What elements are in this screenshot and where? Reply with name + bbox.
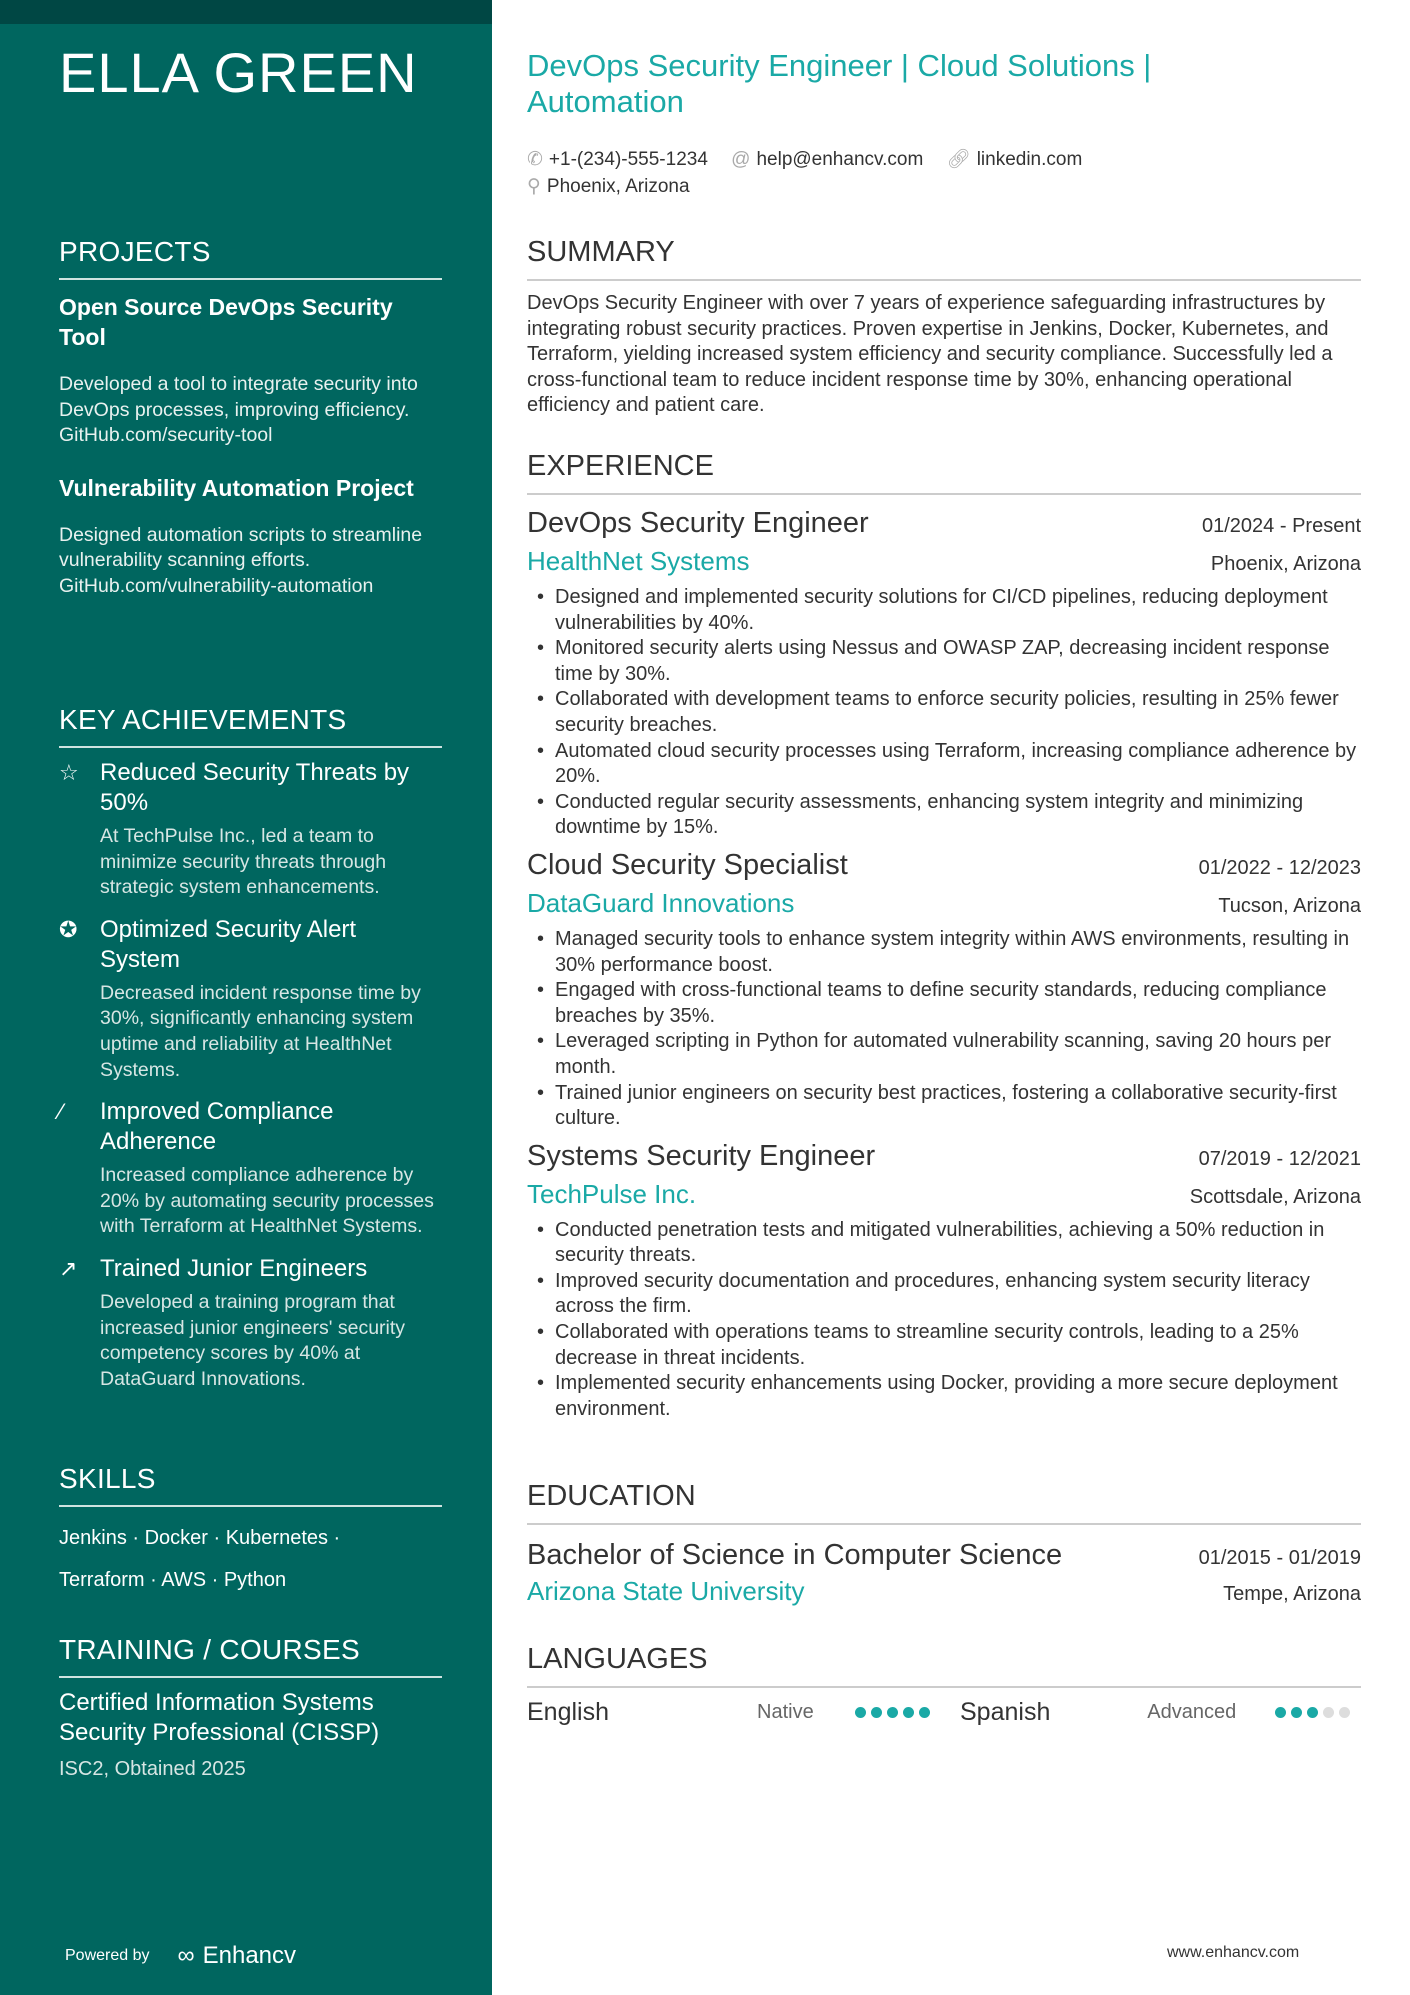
experience-section — [527, 450, 1361, 1422]
phone-contact[interactable]: ✆ +1-(234)-555-1234 — [527, 149, 708, 170]
job-bullet: • Collaborated with development teams to enforce security policies, resulting in 25% fewer security breaches. — [527, 687, 1361, 738]
section-heading: LANGUAGES — [527, 1643, 1361, 1688]
achievement-item — [59, 758, 442, 901]
email-contact[interactable]: @ help@enhancv.com — [731, 149, 924, 170]
phone-icon: ✆ — [527, 149, 543, 170]
language-rating — [1275, 1707, 1350, 1718]
rating-dot — [919, 1707, 930, 1718]
job-bullet: • Conducted regular security assessments, enhancing system integrity and minimizing downtime by 15%. — [527, 790, 1361, 841]
summary-section — [527, 236, 1361, 419]
language-name: English — [527, 1698, 609, 1726]
rating-dot — [871, 1707, 882, 1718]
job-entry — [527, 1140, 1361, 1423]
language-level: Advanced — [1147, 1701, 1237, 1723]
section-heading: SKILLS — [59, 1463, 442, 1507]
language-rating — [855, 1707, 930, 1718]
candidate-name: ELLA GREEN — [59, 41, 418, 104]
job-bullet: • Improved security documentation and procedures, enhancing system security literacy across the firm. — [527, 1269, 1361, 1320]
rating-dot — [1323, 1707, 1334, 1718]
job-bullet: • Collaborated with operations teams to streamline security controls, leading to a 25% decrease in threat incidents. — [527, 1320, 1361, 1371]
section-heading: PROJECTS — [59, 236, 442, 280]
language-item — [527, 1698, 960, 1727]
school: Arizona State University — [527, 1576, 805, 1606]
projects-section — [59, 236, 442, 624]
achievements-section — [59, 704, 442, 1406]
rating-dot — [887, 1707, 898, 1718]
language-name: Spanish — [960, 1698, 1051, 1726]
job-location: Scottsdale, Arizona — [1189, 1185, 1361, 1208]
job-bullet: • Automated cloud security processes using Terraform, increasing compliance adherence by 20%. — [527, 739, 1361, 790]
job-bullet: • Leveraged scripting in Python for automated vulnerability scanning, saving 20 hours per month. — [527, 1029, 1361, 1080]
job-dates: 01/2024 - Present — [1202, 515, 1361, 537]
education-location: Tempe, Arizona — [1223, 1583, 1361, 1605]
achievement-title: Optimized Security Alert System — [100, 915, 357, 973]
header — [527, 48, 1361, 200]
rating-dot — [1275, 1707, 1286, 1718]
job-entry — [527, 849, 1361, 1132]
project-description: Developed a tool to integrate security into DevOps processes, improving efficiency. GitHub.com/security-tool — [59, 373, 418, 447]
company-name: TechPulse Inc. — [527, 1178, 697, 1209]
company-name: HealthNet Systems — [527, 546, 750, 576]
achievement-title: Trained Junior Engineers — [100, 1254, 368, 1282]
training-section — [59, 1634, 442, 1781]
location-pin-icon: ⚲ — [527, 176, 541, 197]
job-dates: 01/2022 - 12/2023 — [1198, 856, 1361, 879]
powered-by — [65, 1942, 296, 1970]
achievement-description: Developed a training program that increased junior engineers' security competency scores by 40% at DataGuard Innovations. — [100, 1290, 406, 1390]
education-dates: 01/2015 - 01/2019 — [1198, 1547, 1361, 1569]
star-icon: ☆ — [59, 760, 79, 785]
job-bullet: • Monitored security alerts using Nessus and OWASP ZAP, decreasing incident response time by 30%. — [527, 636, 1361, 687]
job-bullet: • Implemented security enhancements using Docker, providing a more secure deployment environment. — [527, 1371, 1361, 1422]
sidebar-top-band — [0, 0, 492, 24]
course-issuer: ISC2, Obtained 2025 — [59, 1758, 246, 1780]
project-title: Vulnerability Automation Project — [59, 474, 414, 501]
link-icon: 🔗︎ — [946, 149, 971, 170]
achievement-item — [59, 915, 442, 1083]
rating-dot — [903, 1707, 914, 1718]
location-contact: ⚲ Phoenix, Arizona — [527, 176, 690, 197]
enhancv-logo[interactable] — [178, 1942, 297, 1970]
at-icon: @ — [731, 149, 751, 170]
language-level: Native — [757, 1701, 814, 1723]
infinity-icon: ∞ — [177, 1942, 195, 1969]
job-role: Systems Security Engineer — [527, 1139, 876, 1172]
job-dates: 07/2019 - 12/2021 — [1198, 1147, 1361, 1170]
achievement-description: At TechPulse Inc., led a team to minimize security threats through strategic system enhancements. — [100, 825, 387, 899]
rating-dot — [1307, 1707, 1318, 1718]
rating-dot — [855, 1707, 866, 1718]
section-heading: KEY ACHIEVEMENTS — [59, 704, 442, 748]
project-description: Designed automation scripts to streamline vulnerability scanning efforts. GitHub.com/vulnerability-automation — [59, 523, 423, 597]
education-section — [527, 1480, 1361, 1607]
job-role: DevOps Security Engineer — [527, 507, 869, 539]
job-bullet: • Engaged with cross-functional teams to define security standards, reducing compliance breaches by 35%. — [527, 978, 1361, 1029]
job-bullet: • Trained junior engineers on security best practices, fostering a collaborative security-first culture. — [527, 1081, 1361, 1132]
achievement-item — [59, 1097, 442, 1240]
achievement-description: Decreased incident response time by 30%, significantly enhancing system uptime and reliability at HealthNet Systems. — [100, 981, 421, 1081]
job-entry — [527, 507, 1361, 841]
skills-section — [59, 1463, 442, 1601]
course-title: Certified Information Systems Security Professional (CISSP) — [59, 1689, 380, 1746]
rating-dot — [1339, 1707, 1350, 1718]
job-bullet: • Designed and implemented security solutions for CI/CD pipelines, reducing deployment vulnerabilities by 40%. — [527, 585, 1361, 636]
degree: Bachelor of Science in Computer Science — [527, 1539, 1063, 1571]
rating-dot — [1291, 1707, 1302, 1718]
magic-wand-icon: ⁄ — [59, 1099, 63, 1125]
award-icon: ✪ — [59, 916, 78, 942]
languages-section — [527, 1643, 1361, 1727]
linkedin-contact[interactable]: 🔗︎ linkedin.com — [946, 149, 1083, 170]
language-item — [960, 1698, 1350, 1727]
job-bullet: • Conducted penetration tests and mitigated vulnerabilities, achieving a 50% reduction in security threats. — [527, 1218, 1361, 1269]
achievement-title: Improved Compliance Adherence — [100, 1098, 334, 1156]
achievement-description: Increased compliance adherence by 20% by automating security processes with Terraform at HealthNet Systems. — [100, 1164, 434, 1238]
section-heading: SUMMARY — [527, 236, 1361, 281]
achievement-title: Reduced Security Threats by 50% — [100, 759, 410, 816]
brand-name: Enhancv — [202, 1942, 297, 1969]
job-role: Cloud Security Specialist — [527, 848, 848, 881]
section-heading: EXPERIENCE — [527, 450, 1361, 495]
job-bullet: • Managed security tools to enhance system integrity within AWS environments, resulting in 30% performance boost. — [527, 927, 1361, 978]
section-heading: TRAINING / COURSES — [59, 1634, 442, 1678]
powered-by-label: Powered by — [65, 1947, 150, 1964]
job-location: Tucson, Arizona — [1218, 894, 1361, 917]
skills-line: Jenkins · Docker · Kubernetes · — [59, 1527, 341, 1549]
headline: DevOps Security Engineer | Cloud Solutions | Automation — [527, 48, 1152, 119]
skills-line: Terraform · AWS · Python — [59, 1569, 287, 1591]
company-name: DataGuard Innovations — [527, 887, 795, 918]
project-title: Open Source DevOps Security Tool — [59, 294, 393, 350]
summary-text: DevOps Security Engineer with over 7 years of experience safeguarding infrastructures by integrating robust security practices. Proven expertise in Jenkins, Docker, Kubernetes, and Terraform, yielding increased system efficiency and security compliance. Successfully led a cross-functional team to reduce incident response time by 30%, enhancing operational efficiency and patient care. — [527, 292, 1333, 417]
section-heading: EDUCATION — [527, 1480, 1361, 1525]
job-location: Phoenix, Arizona — [1210, 553, 1361, 575]
footer-url[interactable]: www.enhancv.com — [1167, 1944, 1300, 1961]
achievement-item — [59, 1254, 442, 1392]
growth-arrow-icon: ↗ — [59, 1255, 78, 1281]
